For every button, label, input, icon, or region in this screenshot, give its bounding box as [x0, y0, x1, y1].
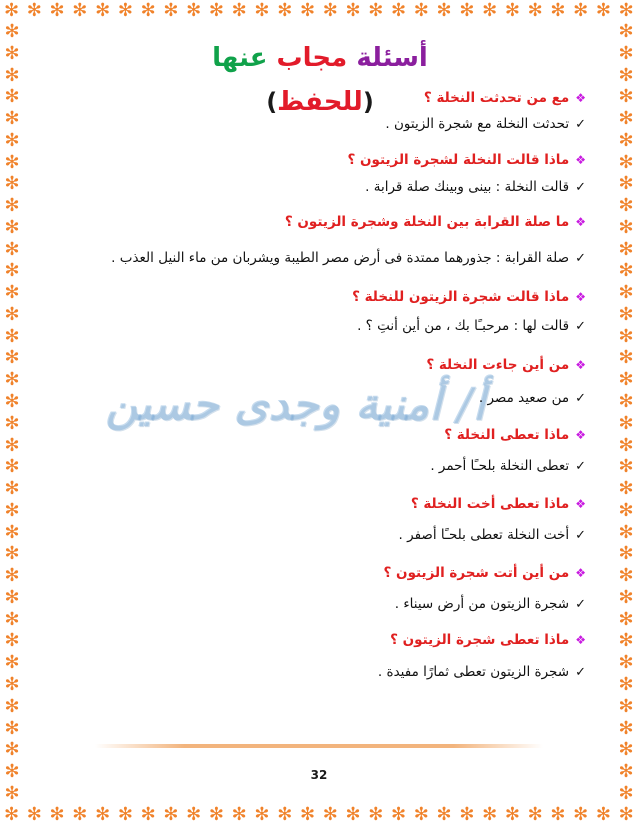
answer-2: ✓قالت النخلة : بينى وبينك صلة قرابة . — [365, 179, 586, 195]
border-star-icon: ✻ — [459, 0, 475, 21]
border-star-icon: ✻ — [618, 521, 634, 543]
border-star-icon: ✻ — [573, 0, 589, 21]
diamond-bullet-icon: ❖ — [575, 290, 586, 304]
border-star-icon: ✻ — [4, 586, 20, 608]
answer-4: ✓قالت لها : مرحبـًا بك ، من أين أنتِ ؟ . — [357, 318, 586, 334]
border-star-icon: ✻ — [618, 260, 634, 282]
title-word-4: للحفظ — [277, 87, 363, 117]
border-right — [615, 22, 637, 804]
border-star-icon: ✻ — [95, 0, 111, 21]
border-star-icon: ✻ — [618, 108, 634, 130]
border-star-icon: ✻ — [231, 0, 247, 21]
border-star-icon: ✻ — [618, 695, 634, 717]
border-star-icon: ✻ — [573, 804, 589, 825]
border-star-icon: ✻ — [436, 804, 452, 825]
title-paren-close: ) — [266, 88, 278, 116]
border-star-icon: ✻ — [4, 42, 20, 64]
answer-7: ✓أخت النخلة تعطى بلحـًا أصفر . — [398, 527, 586, 543]
diamond-bullet-icon: ❖ — [575, 428, 586, 442]
border-left — [1, 22, 23, 804]
border-star-icon: ✻ — [618, 216, 634, 238]
border-star-icon: ✻ — [231, 804, 247, 825]
border-star-icon: ✻ — [4, 695, 20, 717]
border-star-icon: ✻ — [391, 0, 407, 21]
diamond-bullet-icon: ❖ — [575, 633, 586, 647]
border-star-icon: ✻ — [527, 0, 543, 21]
border-star-icon: ✻ — [299, 0, 316, 21]
answer-8: ✓شجرة الزيتون من أرض سيناء . — [394, 596, 586, 612]
border-star-icon: ✻ — [4, 521, 20, 543]
diamond-bullet-icon: ❖ — [575, 566, 586, 580]
border-star-icon: ✻ — [504, 804, 520, 825]
answer-9: ✓شجرة الزيتون تعطى ثمارًا مفيدة . — [377, 664, 586, 680]
border-star-icon: ✻ — [618, 238, 634, 260]
page-number: 32 — [310, 768, 328, 782]
border-star-icon: ✻ — [618, 195, 634, 217]
border-star-icon: ✻ — [4, 717, 20, 739]
checkmark-icon: ✓ — [575, 391, 586, 406]
border-star-icon: ✻ — [618, 630, 634, 652]
question-2: ❖ماذا قالت النخلة لشجرة الزيتون ؟ — [347, 152, 586, 168]
border-top — [0, 0, 638, 22]
border-star-icon: ✻ — [618, 21, 634, 42]
border-star-icon: ✻ — [163, 804, 179, 825]
question-6: ❖ماذا تعطى النخلة ؟ — [444, 427, 586, 443]
checkmark-icon: ✓ — [575, 251, 586, 266]
border-star-icon: ✻ — [4, 64, 20, 86]
checkmark-icon: ✓ — [575, 319, 586, 334]
border-star-icon: ✻ — [4, 303, 20, 325]
checkmark-icon: ✓ — [575, 665, 586, 680]
border-star-icon: ✻ — [4, 456, 20, 478]
border-star-icon: ✻ — [4, 761, 20, 783]
diamond-bullet-icon: ❖ — [575, 497, 586, 511]
footer-divider — [95, 744, 543, 748]
diamond-bullet-icon: ❖ — [575, 215, 586, 229]
border-star-icon: ✻ — [4, 369, 20, 391]
border-star-icon: ✻ — [618, 804, 634, 825]
border-star-icon: ✻ — [4, 0, 20, 21]
border-star-icon: ✻ — [618, 456, 634, 478]
border-star-icon: ✻ — [4, 195, 20, 217]
border-star-icon: ✻ — [4, 499, 20, 521]
border-star-icon: ✻ — [4, 325, 20, 347]
border-bottom — [0, 804, 638, 826]
border-star-icon: ✻ — [186, 804, 202, 825]
border-star-icon: ✻ — [4, 21, 20, 42]
border-star-icon: ✻ — [618, 499, 634, 521]
border-star-icon: ✻ — [4, 543, 20, 565]
border-star-icon: ✻ — [4, 782, 20, 804]
checkmark-icon: ✓ — [575, 597, 586, 612]
border-star-icon: ✻ — [117, 804, 133, 825]
border-star-icon: ✻ — [4, 129, 20, 151]
border-star-icon: ✻ — [140, 804, 156, 825]
diamond-bullet-icon: ❖ — [575, 358, 586, 372]
border-star-icon: ✻ — [254, 0, 270, 21]
border-star-icon: ✻ — [391, 804, 407, 825]
border-star-icon: ✻ — [618, 0, 634, 21]
border-star-icon: ✻ — [4, 412, 20, 434]
border-star-icon: ✻ — [26, 804, 42, 825]
border-star-icon: ✻ — [49, 804, 65, 825]
border-star-icon: ✻ — [618, 739, 634, 761]
title-paren-open: ( — [362, 88, 374, 116]
border-star-icon: ✻ — [95, 804, 111, 825]
border-star-icon: ✻ — [4, 86, 20, 108]
border-star-icon: ✻ — [4, 347, 20, 369]
border-star-icon: ✻ — [322, 804, 338, 825]
border-star-icon: ✻ — [4, 652, 20, 674]
border-star-icon: ✻ — [117, 0, 133, 21]
border-star-icon: ✻ — [72, 804, 88, 825]
answer-5: ✓من صعيد مصر . — [478, 390, 586, 406]
border-star-icon: ✻ — [163, 0, 179, 21]
border-star-icon: ✻ — [618, 42, 634, 64]
border-star-icon: ✻ — [618, 391, 634, 413]
border-star-icon: ✻ — [436, 0, 452, 21]
border-star-icon: ✻ — [482, 0, 498, 21]
question-9: ❖ماذا تعطى شجرة الزيتون ؟ — [390, 632, 586, 648]
border-star-icon: ✻ — [4, 260, 20, 282]
border-star-icon: ✻ — [368, 804, 384, 825]
border-star-icon: ✻ — [49, 0, 65, 21]
border-star-icon: ✻ — [618, 652, 634, 674]
border-star-icon: ✻ — [618, 782, 634, 804]
border-star-icon: ✻ — [618, 282, 634, 304]
border-star-icon: ✻ — [618, 86, 634, 108]
page-title — [190, 36, 450, 117]
border-star-icon: ✻ — [618, 478, 634, 500]
border-star-icon: ✻ — [618, 173, 634, 195]
border-star-icon: ✻ — [4, 173, 20, 195]
border-star-icon: ✻ — [186, 0, 202, 21]
border-star-icon: ✻ — [595, 804, 611, 825]
diamond-bullet-icon: ❖ — [575, 91, 586, 105]
border-star-icon: ✻ — [4, 804, 20, 825]
border-star-icon: ✻ — [345, 804, 361, 825]
border-star-icon: ✻ — [345, 0, 361, 21]
watermark: أ/ أمنية وجدى حسين — [105, 379, 485, 430]
question-1: ❖مع من تحدثت النخلة ؟ — [423, 90, 586, 106]
border-star-icon: ✻ — [4, 391, 20, 413]
question-7: ❖ماذا تعطى أخت النخلة ؟ — [410, 496, 586, 512]
border-star-icon: ✻ — [299, 804, 316, 825]
border-star-icon: ✻ — [4, 565, 20, 587]
answer-6: ✓تعطى النخلة بلحـًا أحمر . — [430, 458, 586, 474]
border-star-icon: ✻ — [4, 282, 20, 304]
border-star-icon: ✻ — [618, 434, 634, 456]
border-star-icon: ✻ — [277, 804, 293, 825]
border-star-icon: ✻ — [618, 64, 634, 86]
border-star-icon: ✻ — [4, 630, 20, 652]
diamond-bullet-icon: ❖ — [575, 153, 586, 167]
answer-3: ✓صلة القرابة : جذورهما ممتدة فى أرض مصر الطيبة ويشربان من ماء النيل العذب . — [111, 250, 586, 266]
border-star-icon: ✻ — [4, 608, 20, 630]
border-star-icon: ✻ — [618, 717, 634, 739]
title-word-2: مجاب — [276, 43, 348, 73]
border-star-icon: ✻ — [413, 804, 429, 825]
border-star-icon: ✻ — [26, 0, 42, 21]
border-star-icon: ✻ — [618, 586, 634, 608]
border-star-icon: ✻ — [4, 216, 20, 238]
border-star-icon: ✻ — [4, 434, 20, 456]
border-star-icon: ✻ — [595, 0, 611, 21]
question-3: ❖ما صلة القرابة بين النخلة وشجرة الزيتون ؟ — [284, 214, 586, 230]
border-star-icon: ✻ — [208, 0, 224, 21]
title-word-1: أسئلة — [356, 43, 428, 73]
border-star-icon: ✻ — [482, 804, 498, 825]
border-star-icon: ✻ — [254, 804, 270, 825]
border-star-icon: ✻ — [504, 0, 520, 21]
border-star-icon: ✻ — [208, 804, 224, 825]
border-star-icon: ✻ — [618, 761, 634, 783]
border-star-icon: ✻ — [618, 347, 634, 369]
border-star-icon: ✻ — [459, 804, 475, 825]
question-5: ❖من أين جاءت النخلة ؟ — [426, 357, 586, 373]
border-star-icon: ✻ — [550, 0, 566, 21]
border-star-icon: ✻ — [618, 303, 634, 325]
answer-1: ✓تحدثت النخلة مع شجرة الزيتون . — [385, 116, 586, 132]
border-star-icon: ✻ — [413, 0, 429, 21]
border-star-icon: ✻ — [527, 804, 543, 825]
border-star-icon: ✻ — [618, 129, 634, 151]
border-star-icon: ✻ — [618, 673, 634, 695]
checkmark-icon: ✓ — [575, 528, 586, 543]
border-star-icon: ✻ — [4, 151, 20, 173]
border-star-icon: ✻ — [4, 673, 20, 695]
border-star-icon: ✻ — [4, 478, 20, 500]
border-star-icon: ✻ — [4, 238, 20, 260]
border-star-icon: ✻ — [618, 369, 634, 391]
question-4: ❖ماذا قالت شجرة الزيتون للنخلة ؟ — [352, 289, 586, 305]
border-star-icon: ✻ — [4, 739, 20, 761]
title-word-3: عنها — [212, 43, 268, 73]
border-star-icon: ✻ — [618, 151, 634, 173]
border-star-icon: ✻ — [322, 0, 338, 21]
border-star-icon: ✻ — [618, 543, 634, 565]
border-star-icon: ✻ — [618, 565, 634, 587]
border-star-icon: ✻ — [618, 608, 634, 630]
checkmark-icon: ✓ — [575, 117, 586, 132]
border-star-icon: ✻ — [4, 108, 20, 130]
border-star-icon: ✻ — [140, 0, 156, 21]
border-star-icon: ✻ — [72, 0, 88, 21]
border-star-icon: ✻ — [368, 0, 384, 21]
border-star-icon: ✻ — [618, 325, 634, 347]
border-star-icon: ✻ — [277, 0, 293, 21]
border-star-icon: ✻ — [550, 804, 566, 825]
question-8: ❖من أين أتت شجرة الزيتون ؟ — [383, 565, 586, 581]
checkmark-icon: ✓ — [575, 459, 586, 474]
checkmark-icon: ✓ — [575, 180, 586, 195]
border-star-icon: ✻ — [618, 412, 634, 434]
